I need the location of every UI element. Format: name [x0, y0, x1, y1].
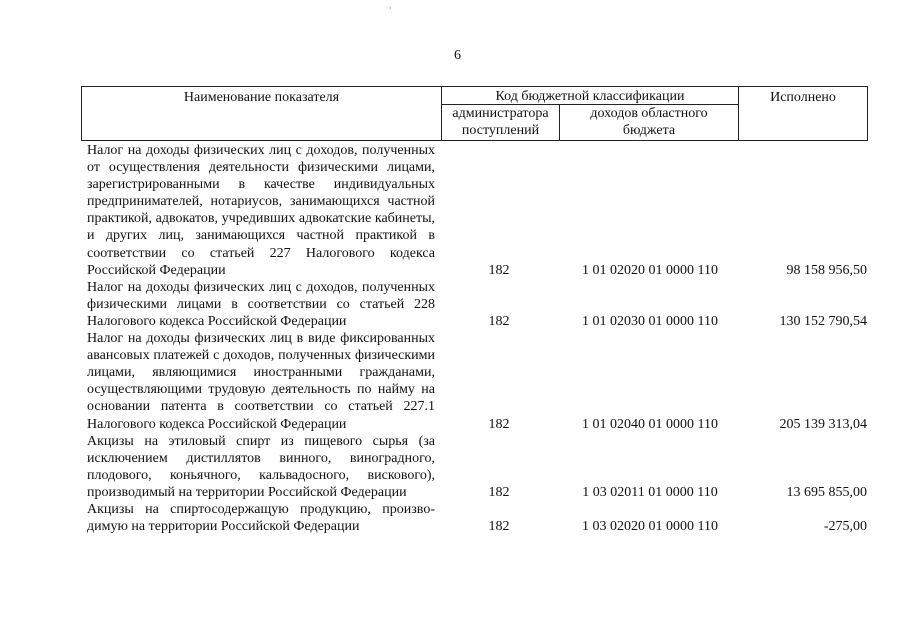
table-row — [87, 330, 867, 433]
row-admin-code: 182 — [488, 484, 510, 500]
table-header — [81, 86, 868, 141]
table-row — [87, 142, 867, 279]
table-row — [87, 279, 867, 330]
header-admin-line2: поступлений — [461, 123, 540, 138]
header-code-group: Код бюджетной классификации — [442, 87, 738, 105]
header-admin-line1: администратора — [452, 106, 549, 121]
row-admin-code: 182 — [488, 313, 510, 329]
header-executed: Исполнено — [738, 87, 867, 140]
header-revenue — [560, 105, 738, 140]
row-name: Налог на доходы физических лиц с доходов, полученных от осуществления деятельности физическими лицами, зарегистрированными в качестве индивидуальных предпринимателей, нотариусов, занимающихся частной практикой, адвокатов, учредивших адвокатские кабинеты, и других лиц, занимающихся частной практикой в соответствии со статьей 227 Налогового кодекса Российской Федерации — [87, 143, 435, 278]
row-admin-code: 182 — [488, 262, 510, 278]
row-amount: -275,00 — [823, 519, 867, 535]
scan-mark: · — [389, 4, 392, 13]
table-body — [87, 142, 867, 535]
page-number: 6 — [454, 48, 461, 63]
row-name: Налог на доходы физических лиц в виде фиксированных авансовых платежей с доходов, полученных физическими лицами, являющимися иностранными гражданами, осуществляющими трудовую деятельность по найму на основании патента в соответствии со статьей 227.1 Налогового кодекса Российской Федерации — [87, 331, 435, 432]
row-name: Акцизы на спиртосодержащую продукцию, производимую на территории Российской Федерации — [87, 501, 435, 535]
row-revenue-code: 1 03 02011 01 0000 110 — [582, 484, 718, 500]
row-name: Налог на доходы физических лиц с доходов, полученных физическими лицами в соответствии со статьей 228 Налогового кодекса Российской Федерации — [87, 279, 435, 329]
row-amount: 205 139 313,04 — [779, 416, 867, 432]
row-name: Акцизы на этиловый спирт из пищевого сырья (за исключением дистиллятов винного, виноградного, плодового, коньячного, кальвадосного, вискового), производимый на территории Российской Федерации — [87, 433, 435, 500]
row-revenue-code: 1 03 02020 01 0000 110 — [582, 519, 718, 535]
header-revenue-line1: доходов областного — [590, 106, 708, 121]
header-revenue-line2: бюджета — [622, 123, 676, 138]
table-row — [87, 433, 867, 501]
row-revenue-code: 1 01 02030 01 0000 110 — [582, 313, 718, 329]
row-amount: 130 152 790,54 — [779, 313, 867, 329]
table-row — [87, 501, 867, 535]
row-amount: 98 158 956,50 — [786, 262, 867, 278]
row-amount: 13 695 855,00 — [786, 484, 867, 500]
row-admin-code: 182 — [488, 416, 510, 432]
row-revenue-code: 1 01 02020 01 0000 110 — [582, 262, 718, 278]
row-revenue-code: 1 01 02040 01 0000 110 — [582, 416, 718, 432]
header-admin — [442, 105, 560, 140]
header-name: Наименование показателя — [82, 87, 442, 140]
row-admin-code: 182 — [488, 519, 510, 535]
